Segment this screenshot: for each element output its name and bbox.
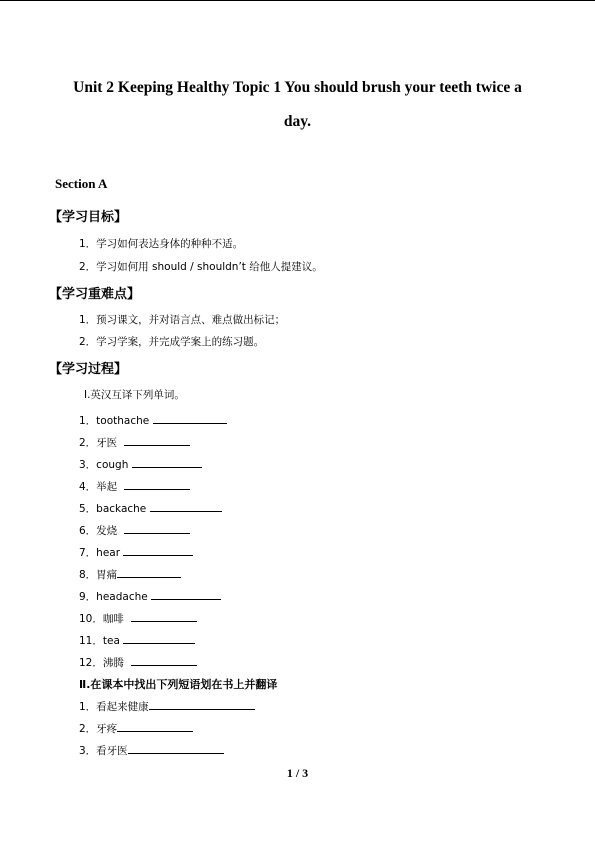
exercise-2-title: Ⅱ.在课本中找出下列短语划在书上并翻译 <box>79 678 278 691</box>
item-label: 1．看起来健康 <box>79 701 149 713</box>
goal-item-2: 2．学习如何用 should / shouldn’t 给他人提建议。 <box>79 261 323 273</box>
item-label: 4．举起 <box>79 481 118 493</box>
exercise-1-item <box>79 566 181 582</box>
exercise-1-item <box>79 610 197 626</box>
page-number: 1 / 3 <box>286 766 309 780</box>
exercise-1-item <box>79 654 197 670</box>
item-label: 9．headache <box>79 591 148 603</box>
answer-blank[interactable] <box>117 566 181 578</box>
section-heading: Section A <box>55 176 108 191</box>
item-label: 1．toothache <box>79 415 150 427</box>
exercise-1-title: Ⅰ.英汉互译下列单词。 <box>84 389 185 401</box>
process-heading: 【学习过程】 <box>49 362 128 377</box>
answer-blank[interactable] <box>131 610 197 622</box>
exercise-1-item <box>79 500 222 516</box>
item-label: 5．backache <box>79 503 147 515</box>
exercise-2-item <box>79 698 255 714</box>
exercise-1-item <box>79 522 190 538</box>
item-label: 3．看牙医 <box>79 745 128 757</box>
exercise-1-item <box>79 434 190 450</box>
keypoint-item-1: 1．预习课文，并对语言点、难点做出标记； <box>79 314 286 326</box>
keypoints-heading: 【学习重难点】 <box>49 287 141 302</box>
exercise-1-item <box>79 412 227 428</box>
item-label: 11．tea <box>79 635 120 647</box>
answer-blank[interactable] <box>150 500 222 512</box>
answer-blank[interactable] <box>124 434 190 446</box>
top-border <box>0 0 595 1</box>
answer-blank[interactable] <box>117 720 193 732</box>
item-label: 12．沸腾 <box>79 657 124 669</box>
answer-blank[interactable] <box>124 478 190 490</box>
answer-blank[interactable] <box>132 456 202 468</box>
answer-blank[interactable] <box>128 742 224 754</box>
goals-heading: 【学习目标】 <box>49 210 128 225</box>
item-label: 7．hear <box>79 547 121 559</box>
item-label: 8．胃痛 <box>79 569 118 581</box>
item-label: 2．牙疼 <box>79 723 118 735</box>
exercise-1-item <box>79 544 193 560</box>
answer-blank[interactable] <box>124 522 190 534</box>
item-label: 6．发烧 <box>79 525 118 537</box>
exercise-1-item <box>79 588 221 604</box>
answer-blank[interactable] <box>151 588 221 600</box>
answer-blank[interactable] <box>153 412 227 424</box>
exercise-2-item <box>79 720 193 736</box>
exercise-1-item <box>79 632 195 648</box>
item-label: 2．牙医 <box>79 437 118 449</box>
exercise-2-item <box>79 742 224 758</box>
answer-blank[interactable] <box>149 698 255 710</box>
answer-blank[interactable] <box>131 654 197 666</box>
exercise-1-item <box>79 456 202 472</box>
exercise-1-item <box>79 478 190 494</box>
answer-blank[interactable] <box>123 544 193 556</box>
item-label: 3．cough <box>79 459 129 471</box>
document-title-line-1: Unit 2 Keeping Healthy Topic 1 You should brush your teeth twice a <box>73 79 522 96</box>
goal-item-1: 1．学习如何表达身体的种种不适。 <box>79 238 244 250</box>
keypoint-item-2: 2．学习学案，并完成学案上的练习题。 <box>79 336 265 348</box>
answer-blank[interactable] <box>123 632 195 644</box>
document-title-line-2: day. <box>283 113 312 130</box>
item-label: 10．咖啡 <box>79 613 124 625</box>
